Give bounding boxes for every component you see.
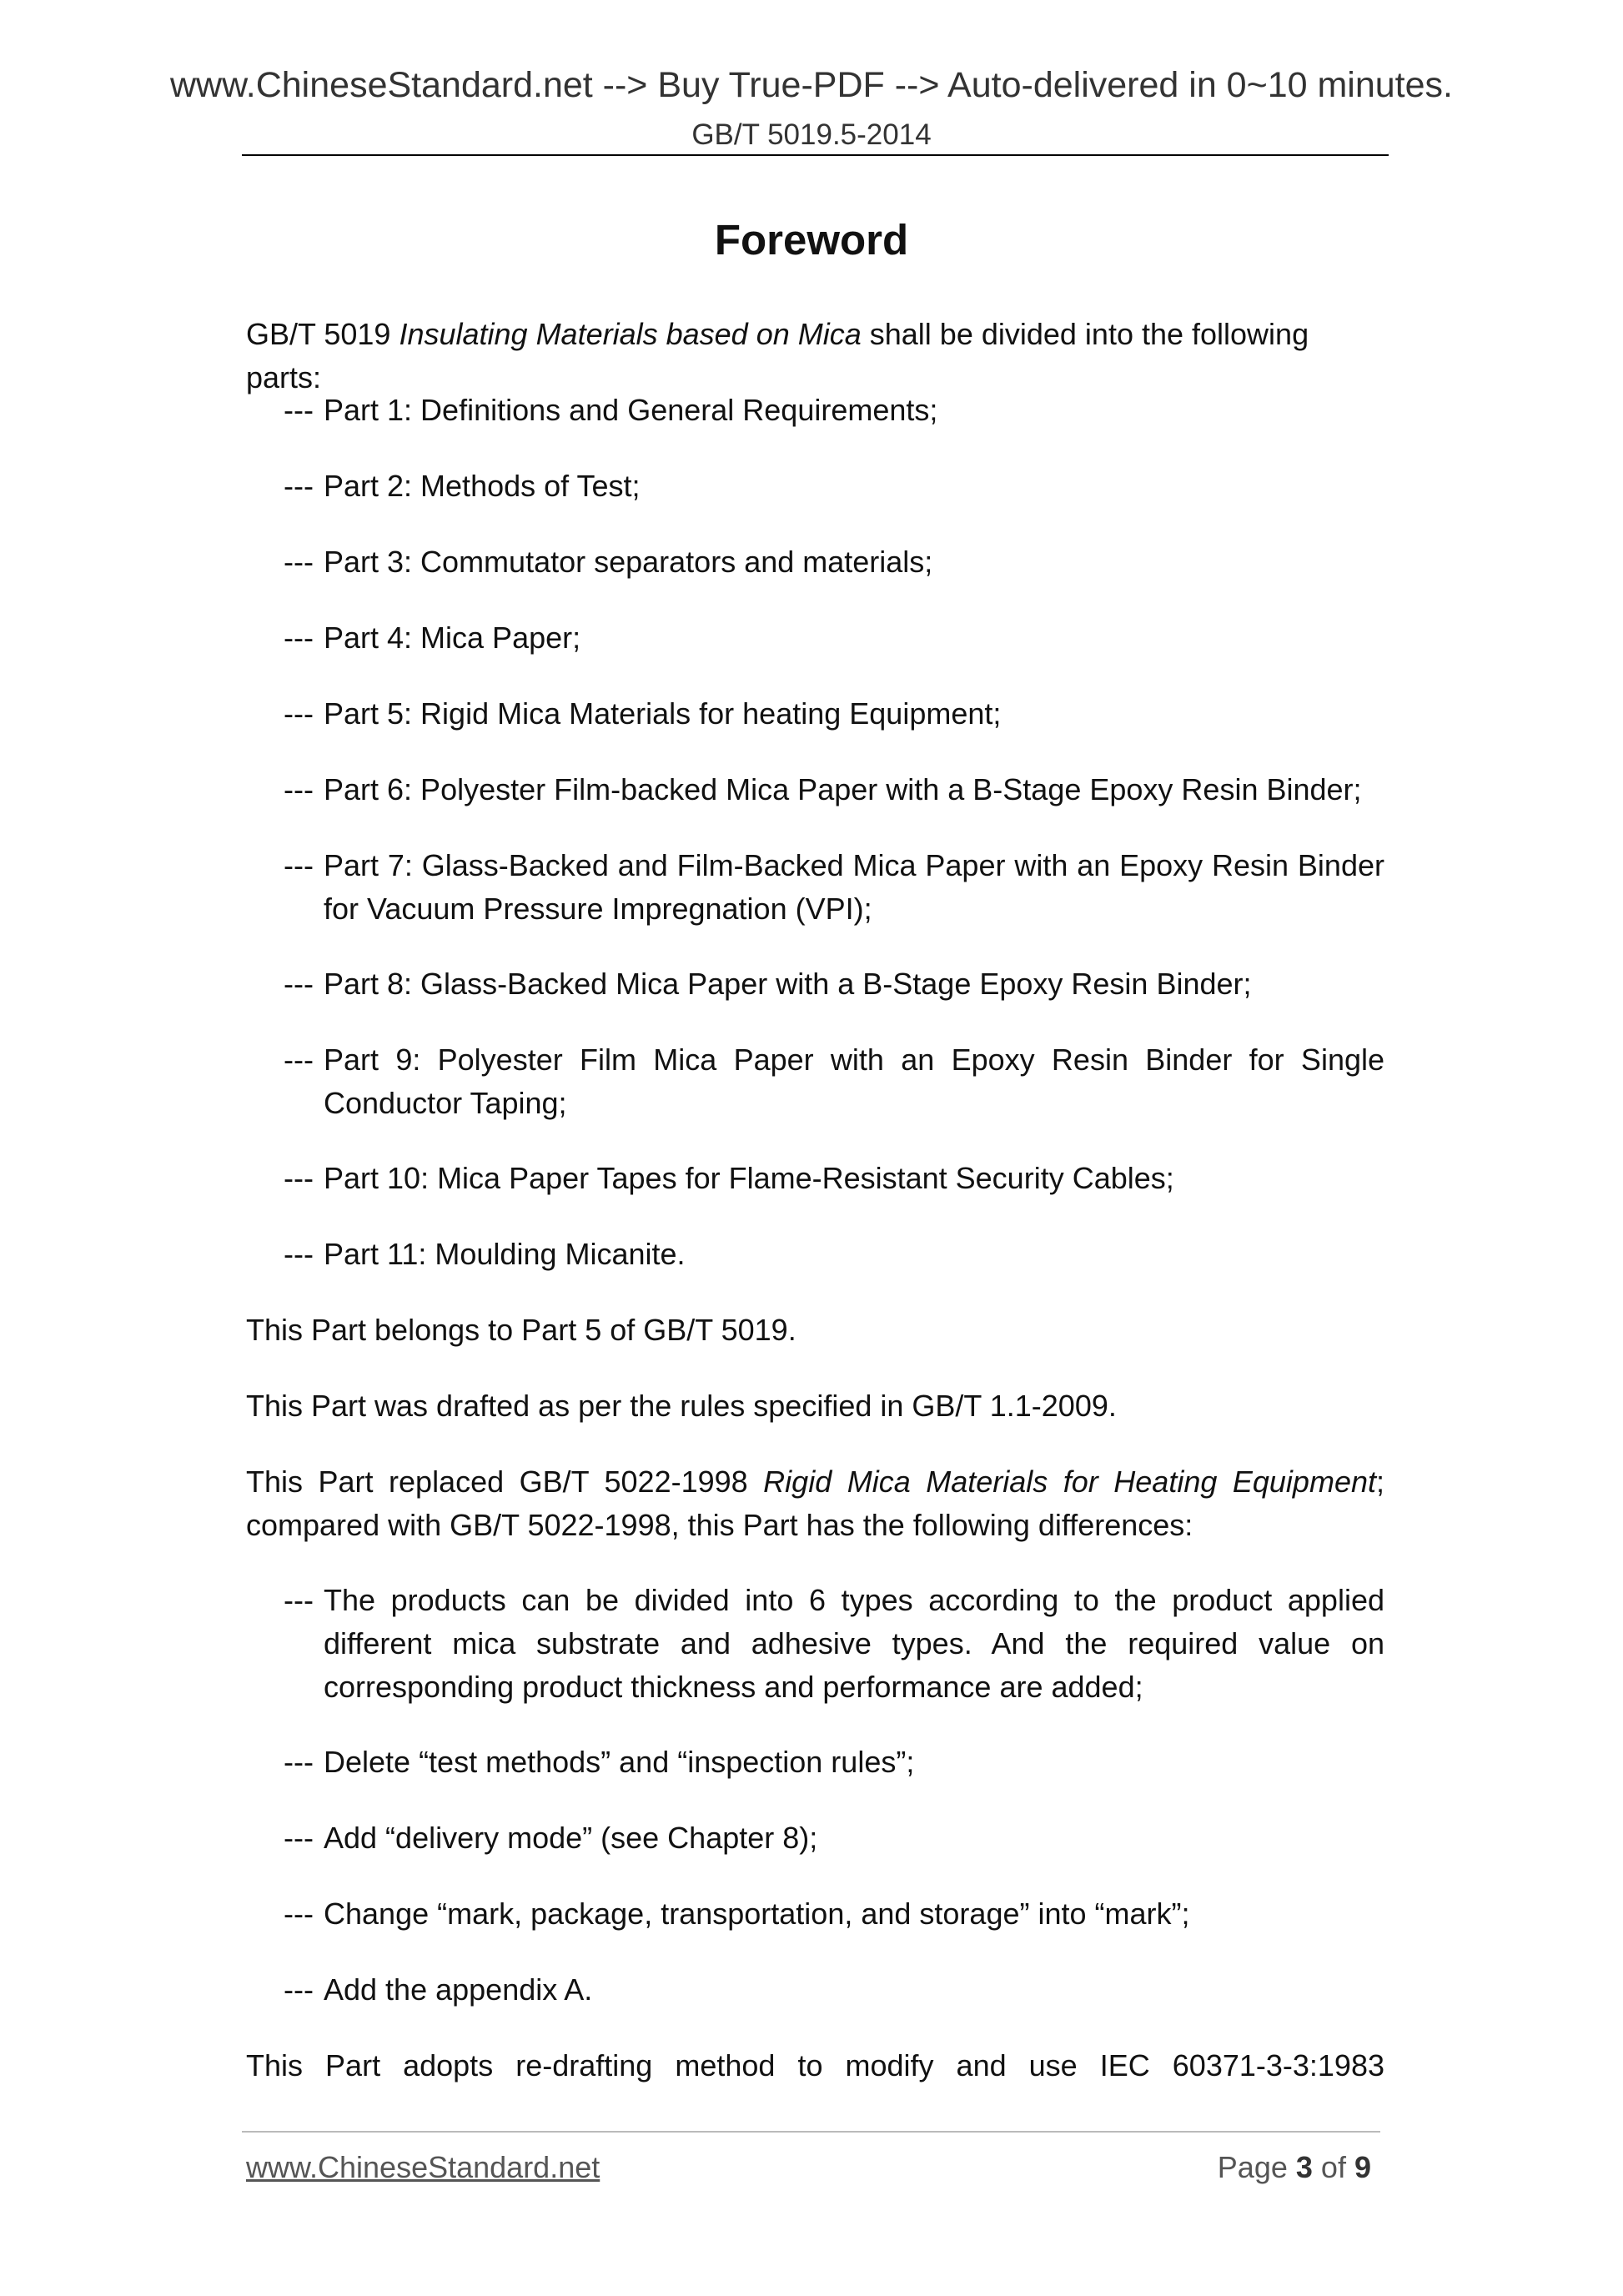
list-item-text: Delete “test methods” and “inspection rules”; (324, 1745, 915, 1779)
list-dash: --- (284, 620, 314, 655)
footer-divider (242, 2131, 1380, 2133)
list-dash: --- (284, 393, 314, 427)
list-item (284, 1157, 1384, 1200)
replaced-suffix: ; compared with GB/T 5022-1998, this Part has the following differences: (246, 1465, 1385, 1542)
list-item-text: Part 3: Commutator separators and materials; (324, 545, 933, 579)
adopts-paragraph: This Part adopts re-drafting method to modify and use IEC 60371-3-3:1983 (246, 2048, 1384, 2082)
list-dash: --- (284, 1972, 314, 2007)
list-dash: --- (284, 1042, 314, 1077)
list-item-text: Part 11: Moulding Micanite. (324, 1237, 686, 1271)
list-item (284, 768, 1384, 811)
list-item-text: Part 8: Glass-Backed Mica Paper with a B-Stage Epoxy Resin Binder; (324, 967, 1252, 1001)
list-dash: --- (284, 696, 314, 731)
list-item (284, 1233, 1384, 1276)
document-code: GB/T 5019.5-2014 (691, 118, 932, 151)
list-item-text: Part 7: Glass-Backed and Film-Backed Mica Paper with an Epoxy Resin Binder for Vacuum Pressure Impregnation (VPI); (324, 848, 1384, 926)
list-item-text: Part 9: Polyester Film Mica Paper with an Epoxy Resin Binder for Single Conductor Taping; (324, 1042, 1384, 1120)
list-dash: --- (284, 1821, 314, 1855)
list-item-text: Change “mark, package, transportation, and storage” into “mark”; (324, 1897, 1190, 1931)
list-item-text: The products can be divided into 6 types according to the product applied different mica substrate and adhesive types. And the required value on corresponding product thickness and performance are added; (324, 1583, 1384, 1704)
intro-italic-title: Insulating Materials based on Mica (399, 317, 862, 351)
list-dash: --- (284, 1161, 314, 1195)
list-dash: --- (284, 469, 314, 503)
list-item (284, 465, 1384, 508)
page-of-label: of (1320, 2150, 1346, 2184)
list-item (284, 616, 1384, 660)
page-number: 3 (1295, 2150, 1313, 2184)
list-item-text: Add “delivery mode” (see Chapter 8); (324, 1821, 818, 1855)
belongs-paragraph: This Part belongs to Part 5 of GB/T 5019. (246, 1313, 796, 1347)
list-dash: --- (284, 1897, 314, 1931)
replaced-paragraph (246, 1460, 1384, 1547)
header-divider (242, 154, 1389, 156)
list-dash: --- (284, 1583, 314, 1617)
list-item-text: Part 2: Methods of Test; (324, 469, 641, 503)
page-indicator (1218, 2150, 1371, 2185)
list-item-text: Part 10: Mica Paper Tapes for Flame-Resistant Security Cables; (324, 1161, 1174, 1195)
list-item (284, 389, 1384, 432)
list-dash: --- (284, 545, 314, 579)
intro-suffix: shall be divided into the following parts: (246, 317, 1309, 394)
page-total: 9 (1354, 2150, 1371, 2184)
drafted-paragraph: This Part was drafted as per the rules specified in GB/T 1.1-2009. (246, 1389, 1117, 1423)
list-item (284, 1968, 1384, 2012)
list-item (284, 844, 1384, 931)
list-dash: --- (284, 967, 314, 1001)
intro-paragraph (246, 313, 1384, 399)
list-item (284, 540, 1384, 584)
list-item-text: Part 1: Definitions and General Requirements; (324, 393, 938, 427)
list-item (284, 1816, 1384, 1860)
intro-prefix: GB/T 5019 (246, 317, 399, 351)
list-item-text: Add the appendix A. (324, 1972, 593, 2007)
page-title: Foreword (714, 216, 909, 264)
list-dash: --- (284, 772, 314, 806)
replaced-prefix: This Part replaced GB/T 5022-1998 (246, 1465, 764, 1499)
list-item-text: Part 6: Polyester Film-backed Mica Paper with a B-Stage Epoxy Resin Binder; (324, 772, 1362, 806)
list-item (284, 692, 1384, 736)
list-item (284, 1038, 1384, 1125)
list-dash: --- (284, 1237, 314, 1271)
list-item-text: Part 5: Rigid Mica Materials for heating Equipment; (324, 696, 1002, 731)
header-banner: www.ChineseStandard.net --> Buy True-PDF --> Auto-delivered in 0~10 minutes. (169, 65, 1453, 105)
replaced-italic-title: Rigid Mica Materials for Heating Equipment (763, 1465, 1376, 1499)
list-item (284, 1579, 1384, 1709)
page-label: Page (1217, 2150, 1288, 2184)
list-dash: --- (284, 1745, 314, 1779)
list-item (284, 1892, 1384, 1936)
list-dash: --- (284, 848, 314, 882)
list-item-text: Part 4: Mica Paper; (324, 620, 581, 655)
list-item (284, 962, 1384, 1006)
footer-site-link[interactable]: www.ChineseStandard.net (246, 2150, 600, 2184)
list-item (284, 1741, 1384, 1784)
